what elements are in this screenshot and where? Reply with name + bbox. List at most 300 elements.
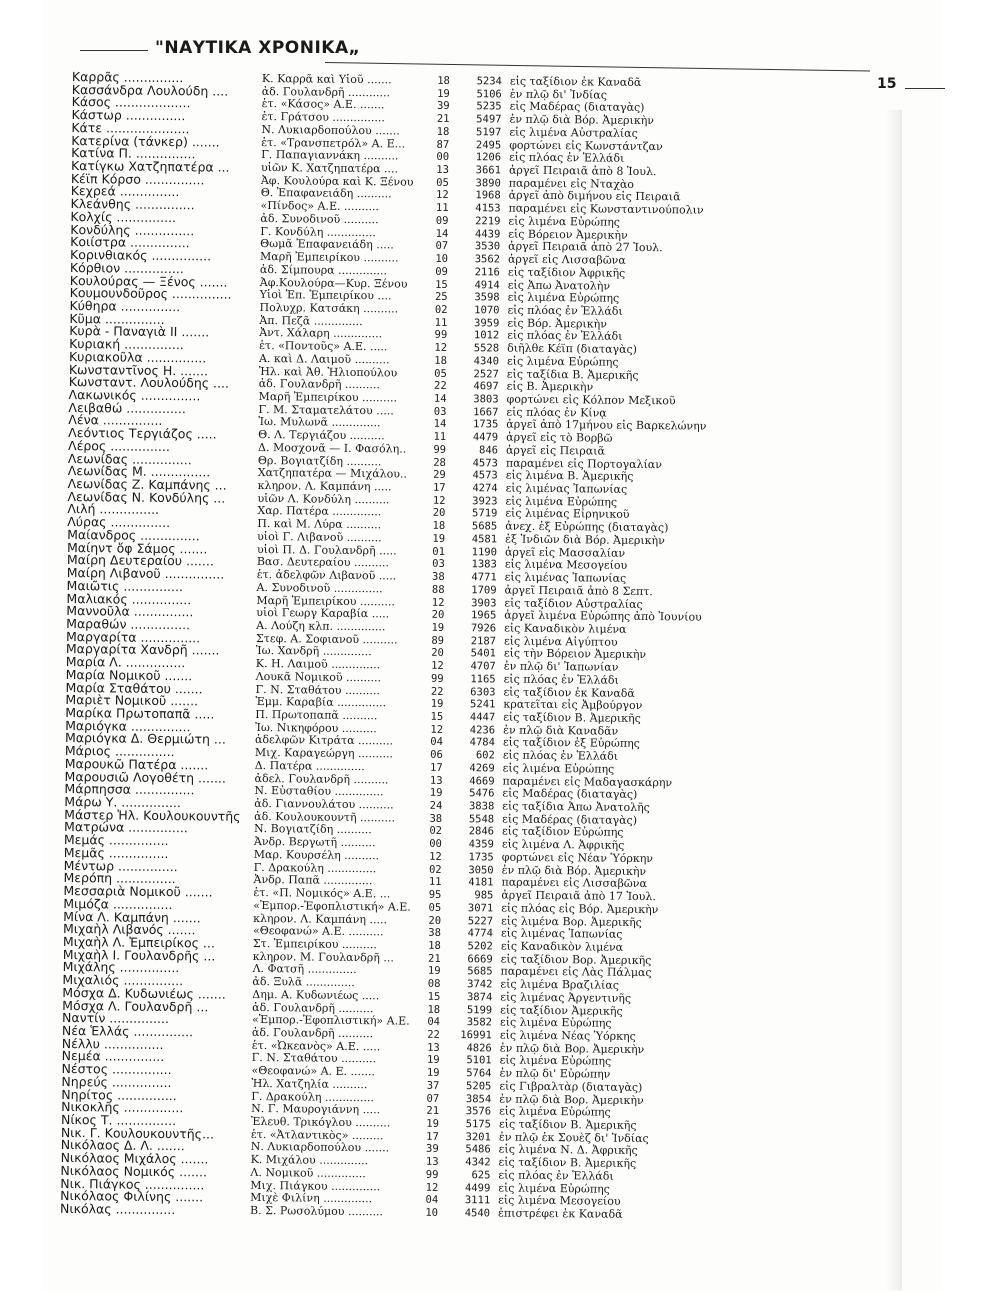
ship-tonnage: 4774 bbox=[467, 927, 494, 940]
ship-owner: Υἱοὶ Ἐπ. Ἐμπειρίκου .... bbox=[259, 288, 392, 303]
publication-title: "ΝΑΥΤΙΚΑ ΧΡΟΝΙΚΑ„ bbox=[155, 38, 361, 58]
ship-owner: Στεφ. Α. Σοφιανοῦ .......... bbox=[255, 631, 398, 647]
ship-tonnage: 5199 bbox=[466, 1003, 493, 1016]
ship-status: ἀργεῖ Πειραιᾶ ἀπὸ 8 Σεπτ. bbox=[504, 583, 653, 598]
ship-status: διῆλθε Κέϊπ (διαταγὰς) bbox=[507, 341, 638, 357]
ship-name: Κουμουνδοῦρος ............... bbox=[69, 285, 232, 302]
ship-name: Μιχάλης ............... bbox=[62, 959, 180, 976]
ship-tonnage: 6669 bbox=[467, 952, 493, 966]
ship-tonnage: 4669 bbox=[469, 774, 495, 788]
ship-tonnage: 3050 bbox=[468, 863, 494, 877]
ship-tonnage: 5205 bbox=[466, 1080, 492, 1093]
ship-tonnage: 3071 bbox=[467, 901, 494, 915]
ship-tonnage: 5227 bbox=[467, 914, 494, 927]
ship-year: 95 bbox=[428, 888, 442, 901]
ship-status: εἰς Καναδικὸν λιμένα bbox=[500, 939, 624, 954]
ship-tonnage: 846 bbox=[479, 444, 499, 457]
ship-year: 05 bbox=[428, 901, 442, 914]
ship-owner: Δ. Πατέρα .............. bbox=[254, 758, 365, 773]
ship-year: 21 bbox=[436, 112, 450, 126]
ship-name: Μάρω Υ. ............... bbox=[64, 793, 182, 811]
ship-owner: ἑτ. «Π. Νομικός» Α.Ε. ... bbox=[253, 886, 391, 901]
ship-name: Μέντωρ ............... bbox=[63, 857, 178, 874]
ship-owner: Ν. Βογιατζίδη .......... bbox=[253, 822, 372, 837]
ship-status: εἰς λιμένα Ν. Δ. Ἀφρικῆς bbox=[498, 1142, 638, 1158]
ship-tonnage: 1965 bbox=[470, 609, 497, 622]
ship-name: Μόσχα Δ. Κυδωνιέως ....... bbox=[62, 984, 226, 1002]
ship-tonnage: 1383 bbox=[471, 558, 497, 571]
ship-name: Νικόλαος Φιλίνης ....... bbox=[60, 1188, 204, 1205]
ship-name: Λέρος ............... bbox=[67, 437, 170, 454]
ship-status: εἰς λιμένα Νέας Ὑόρκης bbox=[499, 1028, 636, 1043]
ship-owner: Χατζηπατέρα — Μιχάλου.. bbox=[257, 466, 408, 481]
ship-year: 03 bbox=[433, 405, 447, 418]
ship-name: Κατερίνα (τάνκερ) ....... bbox=[71, 132, 220, 150]
ship-year: 12 bbox=[429, 850, 442, 863]
ship-status: φορτώνει εἰς Νέαν Ὑόρκην bbox=[501, 850, 654, 866]
ship-name: Κατίνα Π. ............... bbox=[71, 145, 196, 162]
ship-tonnage: 5528 bbox=[473, 342, 500, 355]
ship-owner: «Πίνδος» Α.Ε. .......... bbox=[260, 199, 380, 214]
ship-name: Μαργαρίτα Χανδρῆ ....... bbox=[65, 641, 220, 658]
ship-year: 25 bbox=[434, 291, 448, 304]
ship-owner: Ν. Εὐσταθίου .............. bbox=[254, 784, 384, 799]
ship-name: Λακωνικός ............... bbox=[68, 386, 201, 404]
ship-status: εἰς ταξίδιον Βορ. Ἀμερικῆς bbox=[500, 952, 652, 967]
ship-tonnage: 3854 bbox=[465, 1092, 492, 1106]
ship-tonnage: 3838 bbox=[468, 800, 495, 813]
ship-tonnage: 3803 bbox=[473, 393, 499, 406]
ship-year: 15 bbox=[435, 278, 448, 291]
ship-owner: Γ. Δρακούλη .............. bbox=[251, 1089, 374, 1104]
ship-owner: Ἰω. Χανδρῆ .............. bbox=[255, 644, 372, 659]
ship-owner: Βασ. Δευτεραίου .......... bbox=[256, 555, 390, 570]
ship-year: 28 bbox=[433, 456, 446, 469]
ship-status: εἰς λιμένα Μεσογείου bbox=[498, 1193, 621, 1209]
ship-owner: κληρον. Λ. Καμπάνη ..... bbox=[253, 911, 388, 926]
ship-status: εἰς ταξίδιον ἐκ Καναδᾶ bbox=[503, 685, 635, 700]
ship-year: 19 bbox=[426, 1117, 440, 1130]
ship-tonnage: 3742 bbox=[467, 978, 493, 991]
ship-status: εἰς ταξίδια Β. Ἀμερικῆς bbox=[506, 367, 639, 382]
ship-year: 89 bbox=[431, 634, 445, 647]
ship-status: εἰς πλόας εἰς Βόρ. Ἀμερικὴν bbox=[501, 901, 659, 916]
ship-name: Μεσσαριὰ Νομικοῦ ....... bbox=[63, 883, 213, 900]
ship-owner: Χαρ. Πατέρα .............. bbox=[257, 504, 382, 519]
ship-owner: Ἠλ. Χατζηλία .......... bbox=[251, 1076, 368, 1092]
ship-year: 07 bbox=[426, 1092, 440, 1105]
ship-year: 04 bbox=[430, 736, 444, 749]
ship-name: Μαίανδρος ............... bbox=[67, 526, 200, 544]
ship-year: 19 bbox=[430, 698, 444, 711]
ship-tonnage: 4540 bbox=[464, 1207, 491, 1220]
ship-tonnage: 4359 bbox=[468, 838, 494, 851]
header-rule-left bbox=[80, 50, 148, 51]
ship-status: εἰς Μαδέρας (διαταγὰς) bbox=[502, 786, 638, 802]
ship-name: Μεμάς ............... bbox=[63, 832, 169, 849]
ship-tonnage: 5241 bbox=[470, 698, 496, 711]
ship-name: Νέστος ............... bbox=[61, 1061, 172, 1078]
ship-owner: Π. καὶ Μ. Λύρα .......... bbox=[257, 517, 382, 532]
ship-tonnage: 5235 bbox=[476, 100, 502, 113]
ship-status: παραμένει εἰς Λὰς Πάλμας bbox=[500, 964, 652, 980]
ship-owner: Μαρ. Κουρσέλη .......... bbox=[253, 847, 380, 863]
ship-tonnage: 5486 bbox=[465, 1143, 491, 1156]
ship-owner: κληρον. Λ. Καμπάνη ..... bbox=[257, 478, 392, 494]
ship-name: Μαιῶτις ............... bbox=[66, 577, 184, 594]
ship-owner: Πολυχρ. Κατσάκη .......... bbox=[259, 300, 399, 316]
ship-tonnage: 5197 bbox=[476, 126, 502, 139]
ship-name: Κονδύλης ............... bbox=[70, 221, 195, 238]
ship-owner: ἀδ. Γουλανδρῆ .......... bbox=[258, 377, 381, 392]
ship-name: Λειβαθώ ............... bbox=[68, 399, 186, 416]
ship-tonnage: 4269 bbox=[469, 762, 495, 775]
ship-status: εἰς λιμένας Εἰρηνικοῦ bbox=[505, 507, 630, 522]
ship-name: Κουλούρας — Ξένος ....... bbox=[69, 272, 228, 290]
ship-owner: Π. Πρωτοπαπᾶ .......... bbox=[255, 707, 378, 723]
ship-status: ἐν πλῷ διὰ Καναδᾶν bbox=[503, 723, 619, 738]
ship-owner: Μαρῆ Ἐμπειρίκου .......... bbox=[256, 593, 395, 608]
ship-year: 19 bbox=[427, 965, 441, 978]
ship-tonnage: 4707 bbox=[470, 660, 496, 673]
ship-year: 20 bbox=[432, 507, 446, 520]
ship-status: εἰς λιμένα Εὐρώπης bbox=[499, 1104, 611, 1120]
ship-name: Νίκος Τ. ............... bbox=[60, 1111, 177, 1129]
ship-owner: Ν. Λυκιαρδοπούλου ....... bbox=[261, 122, 400, 138]
ship-owner: Δημ. Α. Κυδωνιέως ..... bbox=[252, 987, 380, 1003]
ship-name: Μόσχα Λ. Γουλανδρῆ ... bbox=[62, 997, 209, 1015]
ship-owner: Ἀπ. Πεζᾶ .............. bbox=[259, 313, 363, 328]
ship-status: ἀργεῖ Πειραιᾶ ἀπὸ 8 Ἰουλ. bbox=[508, 163, 657, 179]
ship-name: Μιχαὴλ Λ. Ἐμπειρίκος ... bbox=[62, 933, 215, 951]
ship-name: Νικόλαος Δ. Λ. ....... bbox=[60, 1137, 185, 1154]
ship-owner: Δ. Μοσχονᾶ — Ι. Φασόλη.. bbox=[257, 440, 407, 456]
ship-year: 02 bbox=[428, 863, 442, 876]
ship-owner: Ἀντ. Χάλαρη .............. bbox=[259, 326, 383, 341]
ship-owner: Λ. Φατσῆ .............. bbox=[252, 962, 357, 977]
ship-owner: ἀδελ. Γουλανδρῆ .......... bbox=[254, 771, 389, 786]
ship-tonnage: 1070 bbox=[474, 304, 500, 317]
ship-name: Κασσάνδρα Λουλούδη .... bbox=[71, 81, 229, 99]
ship-year: 37 bbox=[426, 1079, 440, 1092]
ship-owner: Ν. Γ. Μαυρογιάννη ..... bbox=[251, 1102, 381, 1117]
ship-tonnage: 1735 bbox=[468, 851, 494, 864]
ship-tonnage: 5175 bbox=[465, 1118, 492, 1131]
ship-owner: Α. Λούζη κλπ. .............. bbox=[256, 618, 386, 634]
ship-status: εἰς Γιβραλτὰρ (διαταγὰς) bbox=[499, 1079, 643, 1094]
ship-status: φορτώνει εἰς Κόλπον Μεξικοῦ bbox=[506, 392, 676, 408]
ship-status: ἀργεῖ εἰς Λισσαβῶνα bbox=[507, 252, 626, 267]
ship-tonnage: 2219 bbox=[475, 215, 501, 228]
ship-tonnage: 4573 bbox=[472, 456, 498, 470]
ship-tonnage: 3598 bbox=[474, 291, 500, 304]
ship-owner: υἱοὶ Γεωργ Καραβία ..... bbox=[256, 606, 390, 621]
ship-status: εἰς Μαδέρας (διαταγὰς) bbox=[502, 812, 638, 827]
ship-status: εἰς ταξίδιον Β. Ἀμερικῆς bbox=[498, 1117, 637, 1133]
ship-year: 22 bbox=[433, 380, 447, 393]
ship-tonnage: 4697 bbox=[473, 380, 499, 393]
ship-year: 14 bbox=[433, 418, 447, 431]
ship-owner: «Θεοφανώ» Α.Ε. .......... bbox=[252, 924, 384, 939]
ship-status: εἰς λιμένα Βορ. Ἀμερικῆς bbox=[501, 914, 642, 929]
ship-status: παραμένει εἰς Πορτογαλίαν bbox=[505, 456, 663, 471]
ship-owner: Λ. Νομικοῦ .............. bbox=[250, 1165, 366, 1181]
ship-year: 14 bbox=[433, 392, 447, 405]
ship-owner: Μαρῆ Ἐμπειρίκου .......... bbox=[258, 389, 398, 405]
ship-name: Μαννοῦλα ............... bbox=[66, 603, 194, 620]
ship-name: Μαριόγκα ............... bbox=[65, 717, 191, 734]
ship-year: 12 bbox=[430, 723, 444, 736]
ship-tonnage: 4153 bbox=[475, 202, 501, 215]
ship-year: 19 bbox=[426, 1066, 440, 1080]
ship-year: 13 bbox=[436, 163, 450, 176]
ship-owner: Λουκᾶ Νομικοῦ .......... bbox=[255, 669, 382, 685]
ship-tonnage: 5685 bbox=[471, 520, 498, 533]
ship-name: Λεωνίδας ............... bbox=[67, 450, 192, 467]
ship-year: 12 bbox=[435, 189, 449, 202]
ship-tonnage: 2116 bbox=[474, 266, 500, 279]
ship-year: 11 bbox=[435, 202, 449, 215]
ship-name: Κωνσταντ. Λουλούδης .... bbox=[68, 374, 230, 391]
ship-status: εἰς λιμένα Εὐρώπης bbox=[499, 1053, 612, 1069]
ship-name: Κορινθιακός ............... bbox=[69, 247, 212, 264]
ship-year: 22 bbox=[430, 685, 444, 698]
ship-tonnage: 4499 bbox=[464, 1181, 491, 1195]
ship-status: εἰς ταξίδιον Ἀφρικῆς bbox=[507, 265, 626, 280]
ship-owner: ἑτ. «Τρανσπετρόλ» Α. Ε... bbox=[261, 135, 406, 151]
ship-year: 39 bbox=[425, 1143, 439, 1156]
ship-owner: υἱῶν Κ. Χατζηπατέρα .... bbox=[260, 161, 399, 176]
ship-year: 29 bbox=[433, 469, 446, 482]
ship-year: 07 bbox=[435, 240, 449, 253]
ship-owner: «Ἐμπορ.-Ἐφοπλιστική» Α.Ε. bbox=[253, 898, 411, 914]
ship-status: εἰς λιμένας Ἀργεντινῆς bbox=[500, 990, 632, 1005]
ship-owner: ἀδ. Γιαννουλάτου .......... bbox=[254, 796, 394, 812]
ship-name: Μαρία Νομικοῦ ....... bbox=[65, 666, 193, 684]
ship-name: Μαρίκα Πρωτοπαπᾶ ..... bbox=[65, 704, 215, 722]
ship-year: 18 bbox=[432, 519, 446, 533]
ship-year: 38 bbox=[428, 927, 442, 940]
ship-status: παραμένει εἰς Νταχὰο bbox=[508, 176, 635, 191]
ship-name: Νέα Ἑλλάς ............... bbox=[61, 1022, 194, 1040]
ship-name: Κύθηρα ............... bbox=[69, 297, 181, 315]
ship-owner: ἀδ. Ξυλᾶ .............. bbox=[252, 975, 355, 990]
ship-tonnage: 5685 bbox=[467, 965, 493, 978]
ship-status: εἰς Β. Ἀμερικὴν bbox=[506, 379, 594, 394]
ship-name: Κάστωρ ............... bbox=[71, 107, 186, 124]
ship-tonnage: 602 bbox=[475, 749, 495, 762]
ship-year: 38 bbox=[431, 570, 445, 584]
ship-status: εἰς λιμένας Ἰαπωνίας bbox=[504, 570, 627, 585]
ship-year: 24 bbox=[429, 799, 443, 812]
ship-status: εἰς πλόας ἐν Ἑλλάδι bbox=[498, 1168, 614, 1183]
ship-year: 99 bbox=[434, 329, 448, 342]
ship-name: Μεμᾶς ............... bbox=[63, 844, 169, 861]
ship-tonnage: 5548 bbox=[468, 812, 495, 826]
ship-owner: «Ἐμπορ.-Ἐφοπλιστική» Α.Ε. bbox=[251, 1013, 410, 1028]
ship-tonnage: 7926 bbox=[470, 622, 497, 635]
page-shadow-edge bbox=[886, 110, 902, 1290]
ship-owner: ἑτ. Γράτσου ............... bbox=[261, 110, 385, 125]
ship-status: ἐξ Ἰνδιῶν διὰ Βόρ. Ἀμερικὴν bbox=[505, 532, 665, 548]
ship-status: εἰς ταξίδιον ἐκ Καναδᾶ bbox=[509, 74, 642, 89]
ship-owner: Ν. Λυκιαρδοπούλου ....... bbox=[250, 1140, 390, 1155]
ship-status: εἰς λιμένα Αὐστραλίας bbox=[509, 125, 638, 140]
ship-tonnage: 3959 bbox=[474, 316, 500, 330]
ship-name: Νηρίτος ............... bbox=[61, 1086, 177, 1103]
ship-tonnage: 1190 bbox=[471, 545, 498, 559]
ship-name: Κόρθιον ............... bbox=[69, 259, 184, 276]
ship-tonnage: 4439 bbox=[474, 227, 501, 241]
ship-status: ἀργεῖ Πειραιᾶ ἀπὸ 27 Ἰουλ. bbox=[508, 239, 663, 255]
ship-name: Καρρᾶς ............... bbox=[71, 69, 184, 86]
ship-tonnage: 3923 bbox=[472, 494, 498, 508]
ship-status: εἰς πλόας ἐν Ἑλλάδι bbox=[509, 150, 625, 166]
ship-tonnage: 2187 bbox=[470, 634, 497, 648]
ship-name: Κάσος ................... bbox=[71, 94, 191, 111]
ship-status: ἐν πλῷ διὰ Βόρ. Ἀμερικὴν bbox=[501, 863, 647, 878]
ship-name: Κῦμα ............... bbox=[69, 310, 165, 327]
ship-status: εἰς Καναδικὸν λιμένα bbox=[504, 621, 627, 636]
ship-owner: υἱῶν Λ. Κονδύλη .......... bbox=[257, 491, 390, 507]
ship-year: 99 bbox=[425, 1168, 439, 1181]
ship-owner: ἑτ. ἀδελφῶν Λιβανοῦ ..... bbox=[256, 568, 397, 583]
ship-year: 11 bbox=[433, 430, 447, 444]
ship-owner: ἀδελφῶν Κιτράτα .......... bbox=[254, 733, 394, 748]
ship-name: Κυριακοῦλα ............... bbox=[68, 348, 207, 366]
ship-year: 11 bbox=[434, 316, 448, 329]
ship-name: Μιχαὴλ Λιβανός ....... bbox=[62, 921, 196, 938]
ship-name: Μάριος ............... bbox=[64, 743, 175, 760]
ship-name: Νέλλυ ............... bbox=[61, 1035, 164, 1052]
ship-status: εἰς πλόας ἐν Κίνᾳ bbox=[506, 405, 607, 420]
ship-year: 00 bbox=[429, 837, 442, 851]
ship-owner: Θ. Ἐπαφανειάδη .......... bbox=[260, 186, 392, 201]
ship-owner: Ἰω. Νικηφόρου .......... bbox=[255, 720, 377, 735]
ship-owner: Γ. Δρακούλη .............. bbox=[253, 860, 377, 875]
ship-status: εἰς λιμένα Μεσογείου bbox=[504, 557, 628, 573]
ship-year: 15 bbox=[427, 990, 441, 1003]
ship-name: Μιχαλιός ............... bbox=[62, 972, 184, 989]
ship-tonnage: 3562 bbox=[474, 253, 501, 266]
ship-owner: Ἀφ. Κουλούρα καὶ Κ. Ξένου bbox=[260, 173, 414, 189]
ship-name: Κλεάνθης ............... bbox=[70, 196, 195, 213]
ship-year: 99 bbox=[433, 443, 447, 456]
ship-status: ἐν πλῷ διὰ Βορ. Ἀμερικὴν bbox=[499, 1041, 645, 1056]
ship-tonnage: 5401 bbox=[470, 647, 496, 660]
ship-year: 04 bbox=[427, 1016, 441, 1029]
ship-tonnage: 3903 bbox=[471, 596, 497, 609]
ship-name: Λεόντιος Τεργιάζος ..... bbox=[68, 425, 217, 442]
ship-status: εἰς Ἀπω Ἀνατολὴν bbox=[507, 278, 611, 293]
ship-tonnage: 5497 bbox=[476, 113, 502, 126]
ship-status: ἐν πλῷ διὰ Βόρ. Ἀμερικὴν bbox=[509, 112, 655, 128]
ship-status: ἀνεχ. ἐξ Εὐρώπης (διαταγὰς) bbox=[505, 519, 669, 535]
ship-name: Νικ. Γ. Κουλουκουντῆς... bbox=[60, 1124, 215, 1142]
ship-name: Μάστερ Ἠλ. Κουλουκουντῆς bbox=[64, 806, 241, 824]
ship-owner: Μαρῆ Ἐμπειρίκου .......... bbox=[259, 250, 399, 265]
ship-status: ἀργεῖ εἰς Πειραιᾶ bbox=[505, 443, 605, 458]
ship-status: εἰς λιμένας Ἰαπωνίας bbox=[505, 481, 628, 496]
ship-year: 12 bbox=[425, 1181, 439, 1194]
ship-owner: ἑτ. «Ὠκεανὸς» Α.Ε. ..... bbox=[251, 1038, 381, 1054]
ship-name: Νικόλας ............... bbox=[59, 1201, 176, 1218]
ship-year: 10 bbox=[425, 1206, 439, 1219]
ship-tonnage: 4573 bbox=[472, 469, 498, 482]
ship-owner: Ἠλ. καὶ Ἀθ. Ἠλιοπούλου bbox=[258, 364, 398, 379]
ship-status: εἰς ταξίδια Ἀπω Ἀνατολῆς bbox=[502, 799, 650, 815]
ship-year: 08 bbox=[427, 977, 441, 991]
ship-name: Μαρία Λ. ............... bbox=[65, 654, 186, 671]
ship-owner: Μιχὲ Φιλίνη .............. bbox=[250, 1191, 373, 1206]
ship-name: Νεμέα ............... bbox=[61, 1048, 165, 1065]
ship-year: 11 bbox=[428, 876, 442, 889]
ship-status: ἀργεῖ λιμένα Εὐρώπης ἀπὸ Ἰουνίου bbox=[504, 608, 702, 624]
ship-tonnage: 1968 bbox=[475, 189, 501, 202]
ship-year: 12 bbox=[431, 659, 444, 673]
ship-tonnage: 6303 bbox=[470, 685, 496, 699]
ship-tonnage: 16991 bbox=[460, 1029, 492, 1042]
ship-owner: Κ. Καρρᾶ καὶ Υἱοῦ ....... bbox=[261, 71, 392, 87]
ship-status: εἰς λιμένα Αἰγύπτου bbox=[503, 634, 618, 649]
ship-status: εἰς λιμένα Β. Ἀμερικῆς bbox=[505, 468, 634, 484]
ship-name: Νικοκλῆς ............... bbox=[61, 1099, 184, 1116]
ship-tonnage: 5719 bbox=[472, 507, 498, 520]
ship-year: 18 bbox=[427, 1003, 441, 1016]
ship-status: ἐν πλῷ διὰ Βορ. Ἀμερικὴν bbox=[499, 1092, 644, 1107]
ship-owner: Γ. Παπαγιαννάκη .......... bbox=[261, 148, 399, 163]
ship-name: Κυρὰ - Παναγιὰ II ....... bbox=[69, 323, 210, 340]
ship-owner: Θρ. Βογιατζίδη .......... bbox=[257, 453, 382, 468]
ship-name: Ματρώνα ............... bbox=[63, 819, 188, 836]
ship-year: 21 bbox=[427, 952, 441, 965]
ship-status: εἰς λιμένα Εὐρώπης bbox=[506, 354, 619, 369]
ship-name: Μαίρη Λιβανοῦ ............... bbox=[66, 565, 225, 582]
ship-name: Κοιίστρα ............... bbox=[70, 234, 190, 251]
ship-name: Μαργαρίτα ............... bbox=[65, 628, 201, 646]
ship-name: Μαίρη Δευτεραίου ....... bbox=[66, 552, 214, 569]
page-number-rule bbox=[905, 88, 945, 89]
ship-name: Νικόλαος Μιχάλος ....... bbox=[60, 1150, 209, 1167]
ship-year: 12 bbox=[434, 341, 448, 355]
ship-name: Λεωνίδας Μ. ............... bbox=[67, 463, 211, 480]
ship-tonnage: 5202 bbox=[467, 940, 493, 953]
ship-owner: Β. Σ. Ρωσολύμου .......... bbox=[249, 1204, 384, 1219]
ship-year: 87 bbox=[436, 138, 450, 151]
ship-status: ἐν πλῷ δι' Εὐρώπην bbox=[499, 1066, 611, 1081]
ship-year: 17 bbox=[432, 481, 446, 494]
ship-owner: Γ. Μ. Σταματελάτου ..... bbox=[258, 402, 394, 418]
ship-status: παραμένει εἰς Λισσαβῶνα bbox=[501, 875, 647, 891]
ship-name: Μιχαὴλ Ι. Γουλανδρῆς ... bbox=[62, 946, 216, 964]
ship-owner: Στ. Ἐμπειρίκου .......... bbox=[252, 936, 377, 952]
ship-tonnage: 1735 bbox=[472, 418, 499, 431]
ship-year: 19 bbox=[429, 787, 443, 800]
ship-tonnage: 4771 bbox=[471, 571, 497, 584]
ship-owner: ἀδ. Σίμπουρα .............. bbox=[259, 262, 388, 278]
ship-year: 13 bbox=[427, 1041, 440, 1054]
ship-year: 20 bbox=[431, 647, 444, 660]
ship-tonnage: 4274 bbox=[472, 482, 498, 495]
ship-status: εἰς λιμένα Εὐρώπης bbox=[508, 214, 621, 229]
ship-owner: Γ. Ν. Σταθάτου .......... bbox=[255, 682, 381, 697]
ship-tonnage: 4581 bbox=[471, 533, 498, 546]
ship-owner: Ἐλευθ. Τρικόγλου .......... bbox=[250, 1114, 391, 1130]
ship-tonnage: 1206 bbox=[475, 151, 502, 164]
ship-status: εἰς πλόας ἐν Ἑλλάδι bbox=[507, 328, 623, 344]
ship-year: 09 bbox=[435, 265, 448, 278]
ship-status: εἰς λιμένα Εὐρώπης bbox=[502, 761, 615, 776]
